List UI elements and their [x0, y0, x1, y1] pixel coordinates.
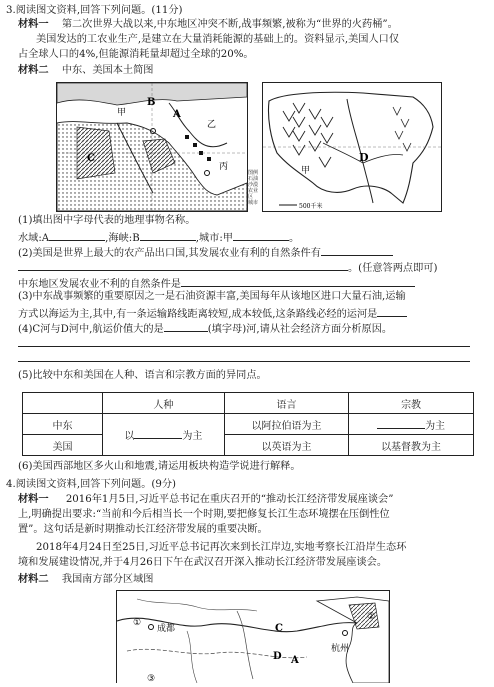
map2-label-jia: 甲 — [301, 166, 311, 176]
q3-header: 3.阅读图文资料,回答下列问题。(11分) — [6, 5, 183, 16]
answer-blank-b[interactable] — [140, 229, 196, 241]
q4-material2-line: 材料二 我国南方部分区域图 — [18, 574, 154, 585]
map1-label-b: B — [147, 97, 156, 108]
map2-scale: 500千米 — [299, 203, 323, 210]
answer-blank-s2b[interactable] — [18, 259, 348, 271]
q4-p2-line2: 境和发展建设情况,并于4月26日下午在武汉召开深入推动长江经济带发展座谈会。 — [18, 557, 388, 568]
q3-material1-label: 材料一 — [18, 19, 49, 30]
header-language: 语言 — [224, 393, 348, 414]
q4-material2-label: 材料二 — [18, 574, 49, 585]
cell-religion-usa: 以基督教为主 — [349, 435, 474, 456]
table-row — [23, 435, 474, 456]
comparison-table — [22, 392, 474, 456]
q3-material1-line3: 占全球人口的4%,但能源消耗量却超过全球的20%。 — [18, 49, 254, 60]
q3-s4-line: (4)C河与D河中,航运价值大的是 (填字母)河,请从社会经济方面分析原因。 — [18, 320, 392, 337]
map3-label-d: D — [273, 651, 282, 662]
usa-map-svg — [263, 83, 441, 211]
answer-blank-a[interactable] — [49, 229, 105, 241]
q3-s2-line3: 中东地区发展农业不利的自然条件是 — [18, 275, 415, 292]
answer-blank-religion[interactable] — [377, 417, 425, 429]
answer-blank-s2c[interactable] — [181, 275, 415, 287]
map1-label-bing: 丙 — [219, 162, 229, 172]
q4-p1-line2: 上,明确提出要求:“当前和今后相当长一个时期,要把修复长江生态环境摆在压倒性位 — [18, 509, 390, 520]
map1-label-c: C — [87, 153, 95, 164]
q3-material2-label: 材料二 — [18, 65, 49, 76]
legend-agri: 农业区 — [248, 188, 259, 200]
q3-s2-line2: 。(任意答两点即可) — [18, 259, 437, 276]
table-header-row — [23, 393, 474, 414]
map3-label-c: C — [275, 623, 283, 634]
q3-s3-line2: 方式以海运为主,其中,有一条运输路线距离较短,成本较低,这条路线必经的运河是 — [18, 305, 407, 322]
q3-s1-answer-line: 水域:A ,海峡:B ,城市:甲 。 — [18, 229, 299, 246]
q4-header: 4.阅读图文资料,回答下列问题。(9分) — [6, 479, 177, 490]
answer-blank-race[interactable] — [134, 427, 182, 439]
q3-s5-line: (5)比较中东和美国在人种、语言和宗教方面的异同点。 — [18, 370, 267, 381]
map3-marker-1: ① — [133, 618, 142, 628]
q3-s1-line: (1)填出图中字母代表的地理事物名称。 — [18, 215, 196, 226]
map1-label-yi: 乙 — [207, 120, 217, 130]
cell-religion-middle-east: 为主 — [349, 414, 474, 435]
q3-material1-line1: 材料一 第二次世界大战以来,中东地区冲突不断,战事频繁,被称为“世界的火药桶”。 — [18, 19, 398, 30]
header-religion: 宗教 — [349, 393, 474, 414]
cell-language-usa: 以英语为主 — [224, 435, 348, 456]
q3-s2-line1: (2)美国是世界上最大的农产品出口国,其发展农业有利的自然条件有 — [18, 244, 393, 261]
legend-oil: 石油 — [248, 176, 259, 182]
cell-language-middle-east: 以阿拉伯语为主 — [224, 414, 348, 435]
q4-p1-line3: 置”。这句话是新时期推动长江经济带发展的重要决断。 — [18, 524, 268, 535]
southern-china-map — [116, 590, 390, 683]
map1-label-jia: 甲 — [117, 108, 127, 118]
q3-material1-line2: 美国发达的工农业生产,是建立在大量消耗能源的基础上的。资料显示,美国人口仅 — [36, 34, 400, 45]
q3-material2-line: 材料二 中东、美国本土简图 — [18, 65, 154, 76]
answer-blank-jia[interactable] — [233, 229, 289, 241]
q4-p2-line1: 2018年4月24日至25日,习近平总书记再次来到长江岸边,实地考察长江沿岸生态环 — [36, 542, 407, 553]
q4-material1-line1: 材料一 2016年1月5日,习近平总书记在重庆召开的“推动长江经济带发展座谈会” — [18, 494, 394, 505]
q3-s6-line: (6)美国西部地区多火山和地震,请运用板块构造学说进行解释。 — [18, 461, 301, 472]
answer-blank-s4-line2[interactable] — [18, 350, 470, 362]
legend-city: 城市 — [248, 200, 259, 206]
usa-map — [262, 82, 442, 212]
map3-marker-2: ② — [367, 612, 376, 622]
map-legend — [248, 170, 262, 210]
southern-china-map-svg — [117, 591, 389, 683]
map2-label-d: D — [359, 151, 369, 164]
map1-label-a: A — [173, 109, 181, 120]
row-label-usa: 美国 — [23, 435, 103, 456]
header-race: 人种 — [102, 393, 224, 414]
answer-blank-s4[interactable] — [164, 320, 208, 332]
map3-label-a: A — [291, 655, 299, 666]
map3-marker-3: ③ — [147, 674, 156, 683]
middle-east-map — [56, 82, 248, 212]
middle-east-map-svg — [57, 83, 247, 211]
q4-material1-label: 材料一 — [18, 494, 49, 505]
answer-blank-s3[interactable] — [377, 305, 407, 317]
row-label-middle-east: 中东 — [23, 414, 103, 435]
answer-blank-s4-line1[interactable] — [18, 335, 470, 347]
table-row — [23, 414, 474, 435]
answer-blank-s2a[interactable] — [321, 244, 393, 256]
map3-label-hangzhou: 杭州 — [331, 644, 350, 654]
race-cell: 以 为主 — [102, 414, 224, 456]
map3-label-chengdu: 成都 — [157, 624, 176, 634]
q3-s3-line1: (3)中东战事频繁的重要原因之一是石油资源丰富,美国每年从该地区进口大量石油,运输 — [18, 291, 406, 302]
legend-title: 图例 — [248, 170, 259, 176]
legend-desert: 沙漠 — [248, 182, 259, 188]
